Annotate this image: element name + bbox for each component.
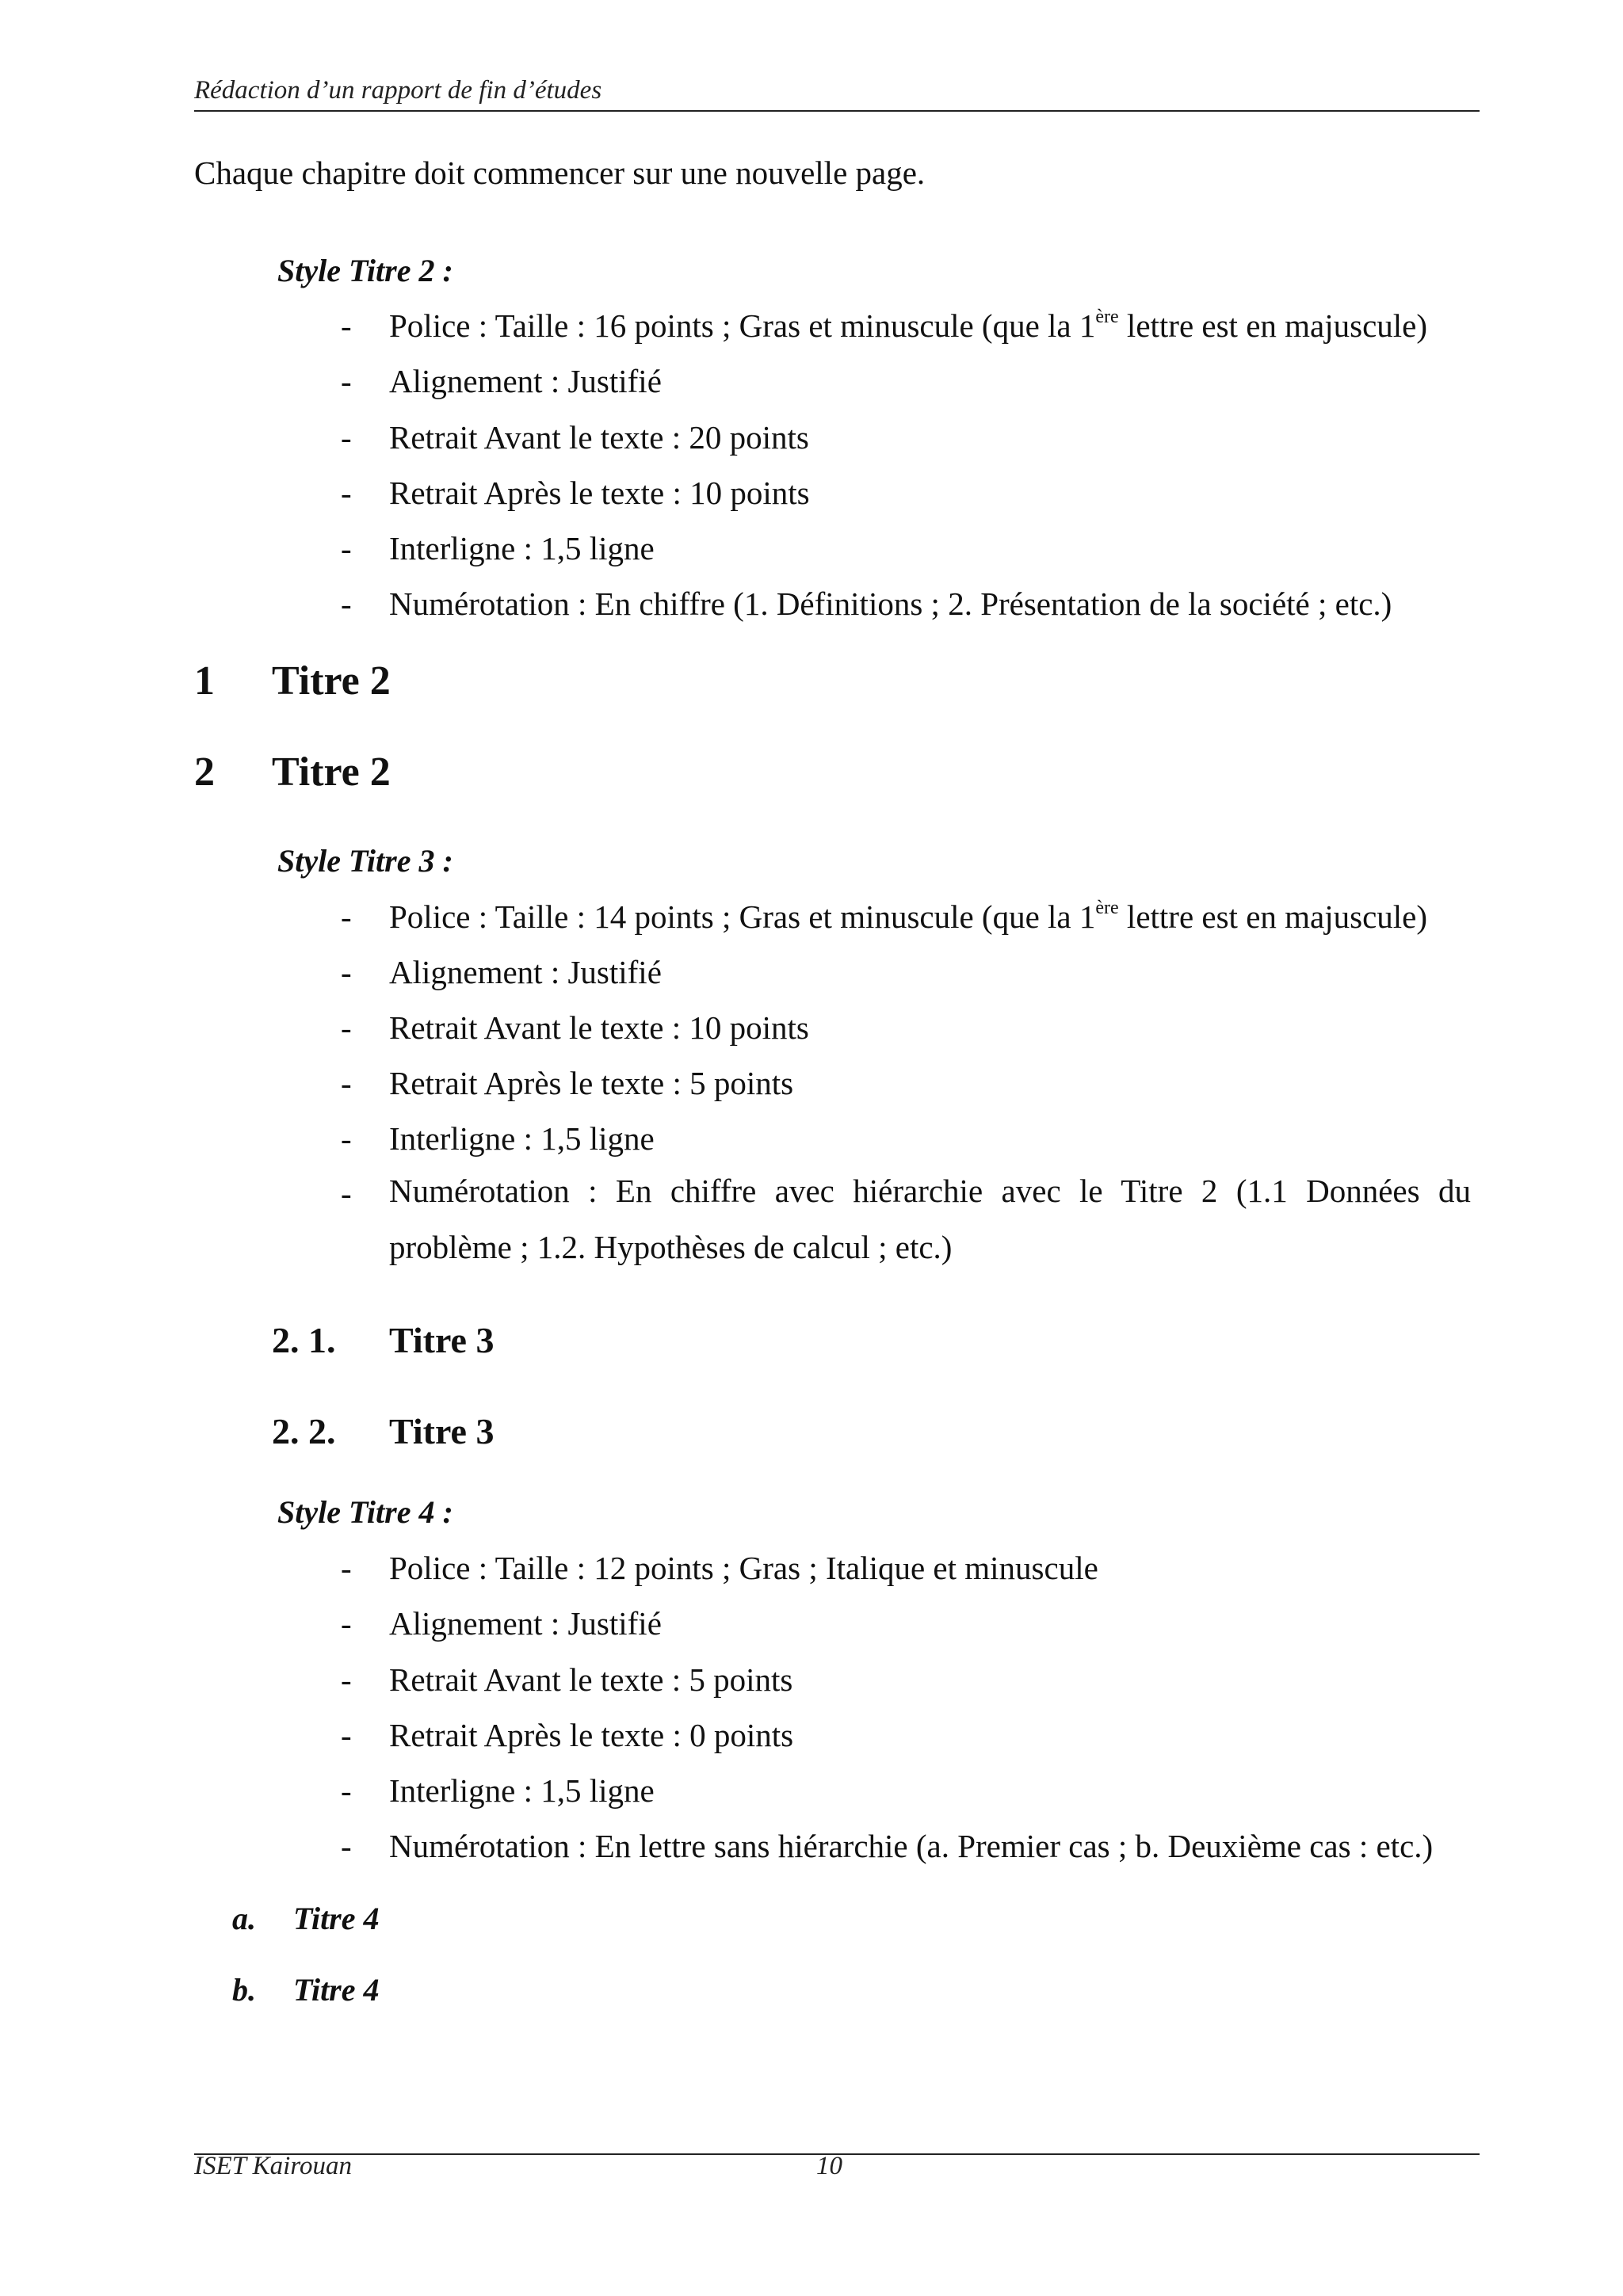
list-bullet: - [341, 1065, 352, 1101]
style-titre2-label: Style Titre 2 : [277, 253, 453, 288]
list-bullet: - [341, 363, 352, 399]
intro-paragraph: Chaque chapitre doit commencer sur une nouvelle page. [194, 154, 926, 191]
style-titre2-item: Interligne : 1,5 ligne [389, 530, 655, 566]
style-titre3-item: Alignement : Justifié [389, 954, 662, 990]
style-titre3-item: Retrait Avant le texte : 10 points [389, 1009, 809, 1046]
style-titre2-item: Retrait Avant le texte : 20 points [389, 419, 809, 456]
list-bullet: - [341, 1661, 352, 1698]
titre2-number: 2 [194, 749, 215, 795]
style-titre3-item-numerotation: Numérotation : En chiffre avec hiérarchie avec le Titre 2 (1.1 Données du problème ; 1.2. Hypothèses de calcul ; etc.) [389, 1173, 1471, 1265]
titre2-number: 1 [194, 658, 215, 704]
titre4-letter: b. [232, 1972, 256, 2008]
header-divider [194, 110, 1480, 112]
list-bullet: - [341, 475, 352, 511]
page-number: 10 [816, 2152, 842, 2180]
style-titre3-label: Style Titre 3 : [277, 843, 453, 879]
style-titre4-item: Interligne : 1,5 ligne [389, 1772, 655, 1809]
titre2-heading: Titre 2 [272, 658, 391, 704]
footer-institution: ISET Kairouan [194, 2152, 352, 2180]
style-titre3-item: Interligne : 1,5 ligne [389, 1120, 655, 1157]
list-bullet: - [341, 1605, 352, 1642]
list-bullet: - [341, 1550, 352, 1586]
list-bullet: - [341, 307, 352, 344]
list-bullet: - [341, 898, 352, 935]
list-bullet: - [341, 1175, 352, 1211]
style-titre4-item: Numérotation : En lettre sans hiérarchie (a. Premier cas ; b. Deuxième cas : etc.) [389, 1828, 1434, 1864]
style-titre4-item: Retrait Après le texte : 0 points [389, 1717, 794, 1753]
titre3-heading: Titre 3 [389, 1411, 495, 1451]
style-titre4-item: Retrait Avant le texte : 5 points [389, 1661, 793, 1698]
titre2-heading: Titre 2 [272, 749, 391, 795]
list-bullet: - [341, 954, 352, 990]
list-bullet: - [341, 1120, 352, 1157]
style-titre3-item-police: Police : Taille : 14 points ; Gras et minuscule (que la 1ère lettre est en majuscule) [389, 898, 1428, 935]
style-titre3-item: Retrait Après le texte : 5 points [389, 1065, 794, 1101]
style-titre2-item: Numérotation : En chiffre (1. Définitions ; 2. Présentation de la société ; etc.) [389, 585, 1392, 622]
style-titre2-item-police: Police : Taille : 16 points ; Gras et minuscule (que la 1ère lettre est en majuscule) [389, 307, 1428, 344]
list-bullet: - [341, 1717, 352, 1753]
running-header: Rédaction d’un rapport de fin d’études [194, 76, 602, 105]
titre3-heading: Titre 3 [389, 1320, 495, 1360]
list-bullet: - [341, 530, 352, 566]
titre4-heading: Titre 4 [293, 1972, 380, 2008]
list-bullet: - [341, 1772, 352, 1809]
titre3-number: 2. 2. [272, 1411, 336, 1451]
style-titre2-item: Retrait Après le texte : 10 points [389, 475, 810, 511]
list-bullet: - [341, 585, 352, 622]
list-bullet: - [341, 419, 352, 456]
style-titre4-label: Style Titre 4 : [277, 1494, 453, 1530]
style-titre4-item: Alignement : Justifié [389, 1605, 662, 1642]
titre3-number: 2. 1. [272, 1320, 336, 1360]
style-titre4-item: Police : Taille : 12 points ; Gras ; Italique et minuscule [389, 1550, 1098, 1586]
style-titre2-item: Alignement : Justifié [389, 363, 662, 399]
titre4-heading: Titre 4 [293, 1901, 380, 1936]
titre4-letter: a. [232, 1901, 256, 1936]
list-bullet: - [341, 1828, 352, 1864]
list-bullet: - [341, 1009, 352, 1046]
